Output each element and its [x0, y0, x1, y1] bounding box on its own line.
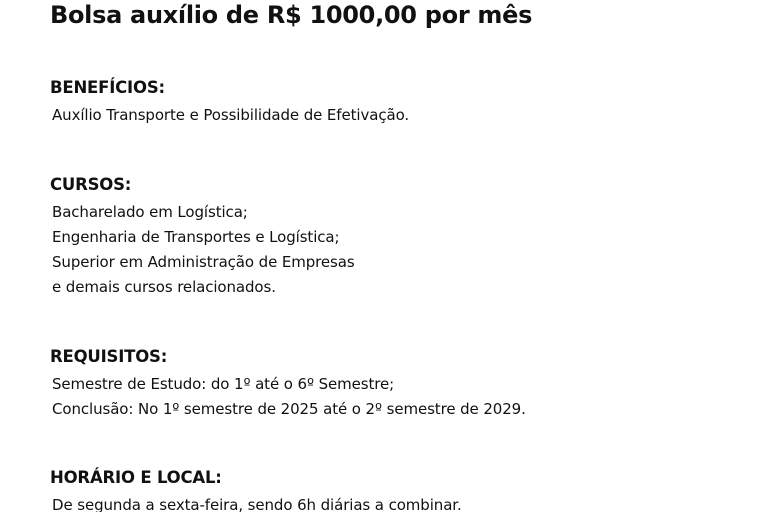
cursos-line: Engenharia de Transportes e Logística;	[52, 228, 340, 246]
horario-line: De segunda a sexta-feira, sendo 6h diárias a combinar.	[52, 496, 462, 512]
beneficios-line: Auxílio Transporte e Possibilidade de Efetivação.	[52, 106, 410, 124]
page-title: Bolsa auxílio de R$ 1000,00 por mês	[50, 1, 533, 29]
section-heading-horario: HORÁRIO E LOCAL:	[50, 468, 222, 487]
requisitos-line: Conclusão: No 1º semestre de 2025 até o 2º semestre de 2029.	[52, 400, 526, 418]
cursos-line: Bacharelado em Logística;	[52, 203, 248, 221]
cursos-list	[52, 200, 355, 300]
requisitos-list	[52, 372, 526, 422]
cursos-line: Superior em Administração de Empresas	[52, 253, 355, 271]
section-beneficios	[50, 77, 409, 128]
section-heading-requisitos: REQUISITOS:	[50, 347, 168, 366]
section-requisitos	[50, 346, 526, 422]
requisitos-line: Semestre de Estudo: do 1º até o 6º Semestre;	[52, 375, 395, 393]
beneficios-list	[52, 103, 409, 128]
horario-list	[52, 493, 462, 512]
section-horario	[50, 467, 462, 512]
cursos-line: e demais cursos relacionados.	[52, 278, 276, 296]
section-heading-cursos: CURSOS:	[50, 175, 132, 194]
section-heading-beneficios: BENEFÍCIOS:	[50, 78, 165, 97]
section-cursos	[50, 174, 355, 300]
